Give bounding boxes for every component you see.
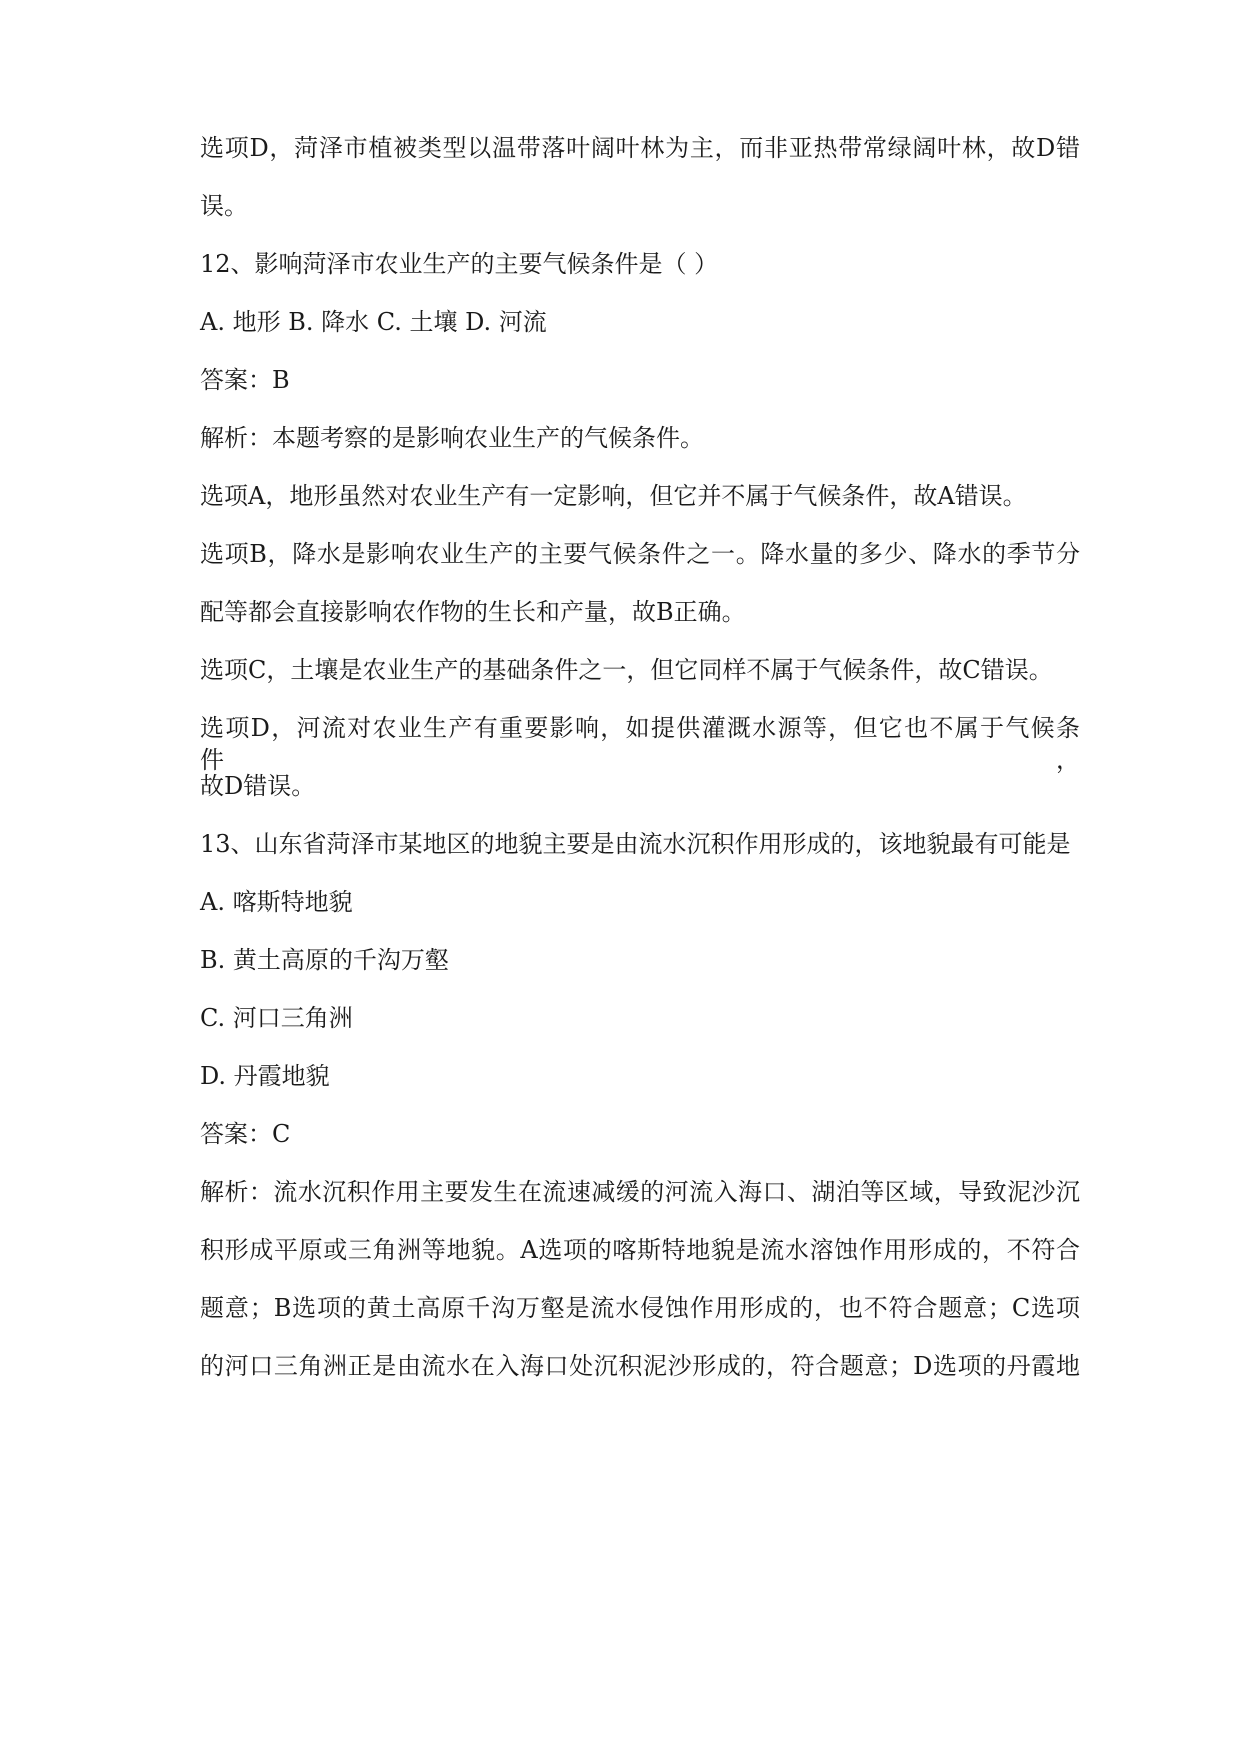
- q12-options: A. 地形 B. 降水 C. 土壤 D. 河流: [200, 308, 547, 336]
- q13-question: 13、山东省菏泽市某地区的地貌主要是由流水沉积作用形成的，该地貌最有可能是: [200, 830, 1071, 858]
- q13-option-a: A. 喀斯特地貌: [200, 888, 353, 916]
- q11-option-d-line1: 选项D，菏泽市植被类型以温带落叶阔叶林为主，而非亚热带常绿阔叶林，故D错: [200, 134, 1080, 162]
- q12-question: 12、影响菏泽市农业生产的主要气候条件是（ ）: [200, 250, 719, 278]
- q13-option-b: B. 黄土高原的千沟万壑: [200, 946, 449, 974]
- q13-option-c: C. 河口三角洲: [200, 1004, 353, 1032]
- q13-option-d: D. 丹霞地貌: [200, 1062, 330, 1090]
- q13-analysis-line3: 题意；B选项的黄土高原千沟万壑是流水侵蚀作用形成的，也不符合题意；C选项: [200, 1294, 1080, 1322]
- q13-analysis-line2: 积形成平原或三角洲等地貌。A选项的喀斯特地貌是流水溶蚀作用形成的，不符合: [200, 1236, 1080, 1264]
- q12-analysis: 解析：本题考察的是影响农业生产的气候条件。: [200, 424, 704, 452]
- q12-option-d-line1: 选项D，河流对农业生产有重要影响，如提供灌溉水源等，但它也不属于气候条件，: [200, 714, 1080, 774]
- q13-analysis-line4: 的河口三角洲正是由流水在入海口处沉积泥沙形成的，符合题意；D选项的丹霞地: [200, 1352, 1080, 1380]
- q12-option-b-line1: 选项B，降水是影响农业生产的主要气候条件之一。降水量的多少、降水的季节分: [200, 540, 1080, 568]
- q12-option-a: 选项A，地形虽然对农业生产有一定影响，但它并不属于气候条件，故A错误。: [200, 482, 1027, 510]
- q11-option-d-line2: 误。: [200, 192, 248, 220]
- q12-option-b-line2: 配等都会直接影响农作物的生长和产量，故B正确。: [200, 598, 746, 626]
- q13-answer: 答案：C: [200, 1120, 291, 1148]
- q12-answer: 答案：B: [200, 366, 290, 394]
- q12-option-c: 选项C，土壤是农业生产的基础条件之一，但它同样不属于气候条件，故C错误。: [200, 656, 1053, 684]
- q13-analysis-line1: 解析：流水沉积作用主要发生在流速减缓的河流入海口、湖泊等区域，导致泥沙沉: [200, 1178, 1080, 1206]
- q12-option-d-line2: 故D错误。: [200, 772, 316, 800]
